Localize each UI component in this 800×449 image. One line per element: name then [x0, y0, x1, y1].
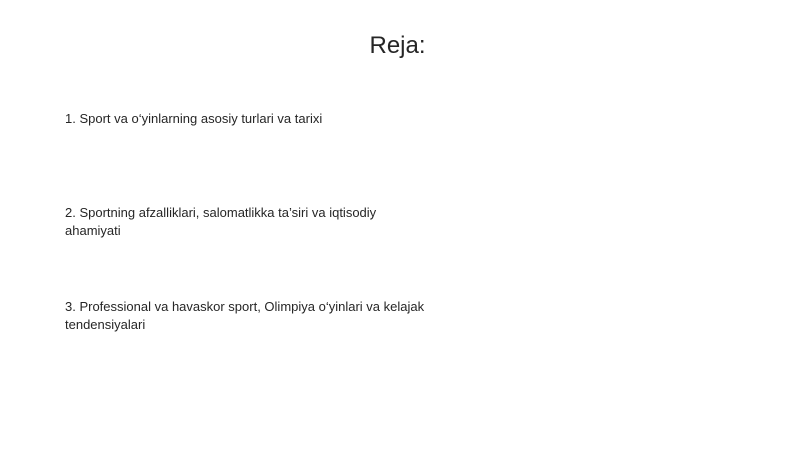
slide-title: Reja: — [369, 32, 426, 59]
agenda-item-2: 2. Sportning afzalliklari, salomatlikka ta’siri va iqtisodiy ahamiyati — [65, 205, 377, 238]
agenda-item-3: 3. Professional va havaskor sport, Olimpiya o‘yinlari va kelajak tendensiyalari — [65, 299, 425, 332]
agenda-item-1: 1. Sport va o‘yinlarning asosiy turlari va tarixi — [65, 111, 323, 126]
